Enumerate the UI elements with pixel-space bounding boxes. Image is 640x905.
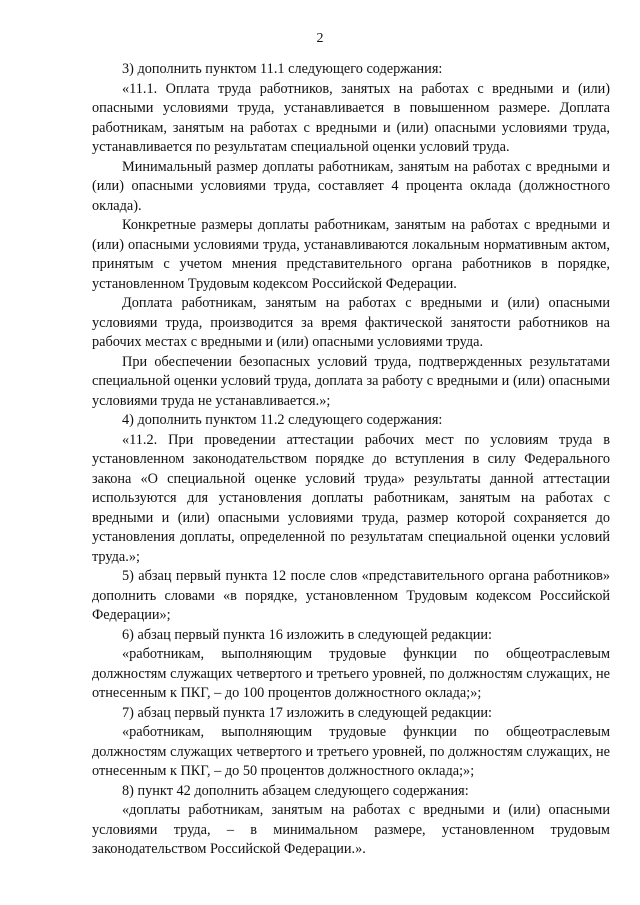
paragraph-item-7: 7) абзац первый пункта 17 изложить в следующей редакции: [122,704,493,721]
paragraph-clause-11-1: «11.1. Оплата труда работников, занятых на работах с вредными и (или) опасными условиями труда, устанавливается в повышенном размере. Доплата работникам, занятым на работах с вредными и (или) опасными условиями труда, устанавливается по результатам специальной оценки условий труда. [92,80,610,155]
paragraph-item-8-text: «доплаты работникам, занятым на работах с вредными и (или) опасными условиями труда, – в минимальном размере, установленном трудовым законодательством Российской Федерации.». [92,802,610,857]
paragraph-item-6-text: «работникам, выполняющим трудовые функции по общеотраслевым должностям служащих четвертого и третьего уровней, по должностям служащих, не отнесенным к ПКГ, – до 100 процентов должностного оклада;»; [92,646,610,701]
paragraph-item-5: 5) абзац первый пункта 12 после слов «представительного органа работников» дополнить словами «в порядке, установленном Трудовым кодексом Российской Федерации»; [92,568,610,623]
paragraph-minimum-payment: Минимальный размер доплаты работникам, занятым на работах с вредными и (или) опасными условиями труда, составляет 4 процента оклада (должностного оклада). [92,158,610,214]
paragraph-item-7-text: «работникам, выполняющим трудовые функции по общеотраслевым должностям служащих четвертого и третьего уровней, по должностям служащих, не отнесенным к ПКГ, – до 50 процентов должностного оклада;»; [92,724,610,779]
paragraph-payment-time: Доплата работникам, занятым на работах с вредными и (или) опасными условиями труда, производится за время фактической занятости работников на рабочих местах с вредными и (или) опасными условиями труда. [92,295,610,350]
paragraph-specific-payment: Конкретные размеры доплаты работникам, занятым на работах с вредными и (или) опасными условиями труда, устанавливаются локальным нормативным актом, принятым с учетом мнения представительного органа работников в порядке, установленном Трудовым кодексом Российской Федерации. [92,217,610,292]
paragraph-item-8: 8) пункт 42 дополнить абзацем следующего содержания: [122,782,469,799]
paragraph-item-6: 6) абзац первый пункта 16 изложить в следующей редакции: [122,626,493,643]
document-body [92,60,610,860]
paragraph-clause-11-2: «11.2. При проведении аттестации рабочих мест по условиям труда в установленном законодательством порядке до вступления в силу Федерального закона «О специальной оценке условий труда» результаты данной аттестации используются для установления доплаты работникам, занятым на работах с вредными и (или) опасными условиями труда, размер которой сохраняется до установления доплаты, определенной по результатам специальной оценки условий труда.»; [92,431,610,565]
paragraph-safe-conditions: При обеспечении безопасных условий труда, подтвержденных результатами специальной оценки условий труда, доплата за работу с вредными и (или) опасными условиями труда не устанавливается.»; [92,353,610,409]
paragraph-item-4: 4) дополнить пунктом 11.2 следующего содержания: [122,412,443,428]
paragraph-item-3: 3) дополнить пунктом 11.1 следующего содержания: [122,61,443,77]
page-number: 2 [316,31,324,46]
